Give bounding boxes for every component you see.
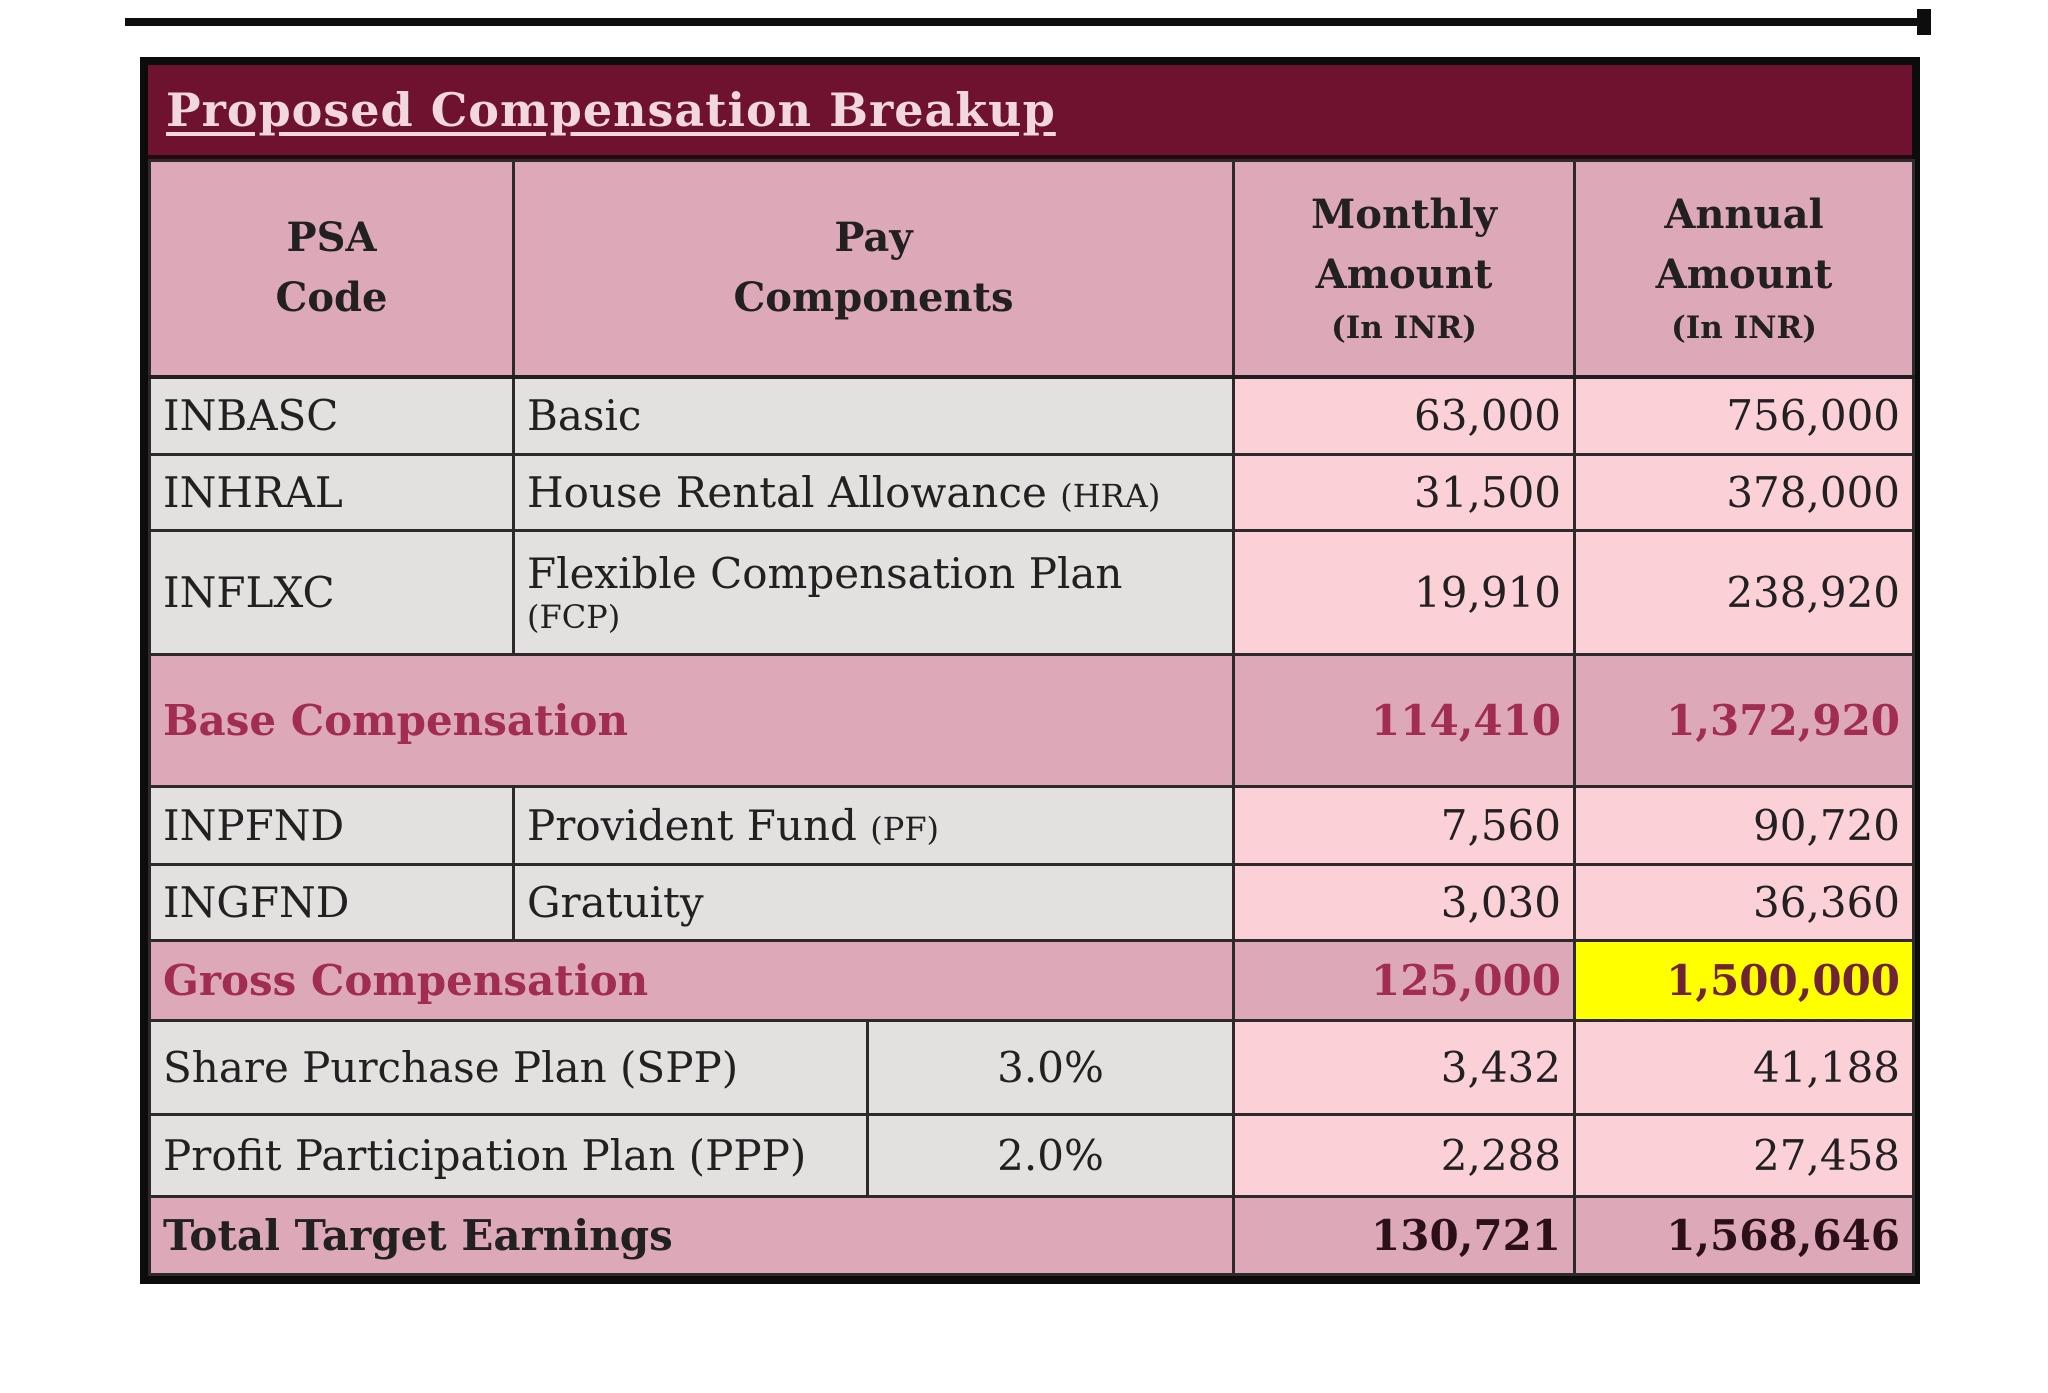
- cell-base-monthly: 114,410: [1234, 655, 1575, 787]
- header-psa-line2: Code: [275, 274, 388, 322]
- component-name: Flexible Compensation Plan: [527, 549, 1123, 598]
- cell-code-ingfnd: INGFND: [150, 865, 514, 941]
- header-annual-amount: [1575, 161, 1914, 377]
- cell-monthly-fcp: 19,910: [1234, 531, 1575, 655]
- component-name-suffix: (HRA): [1060, 477, 1161, 515]
- cell-monthly-ppp: 2,288: [1234, 1115, 1575, 1197]
- component-name-suffix: (FCP): [527, 598, 621, 636]
- cell-name-spp: Share Purchase Plan (SPP): [150, 1021, 868, 1115]
- cell-annual-fcp: 238,920: [1575, 531, 1914, 655]
- header-monthly-unit: (In INR): [1331, 310, 1477, 346]
- compensation-table: [140, 57, 1920, 1284]
- row-gratuity: [150, 865, 1914, 941]
- component-name: Provident Fund: [527, 801, 857, 850]
- cell-annual-spp: 41,188: [1575, 1021, 1914, 1115]
- compensation-breakup-table: [148, 159, 1915, 1276]
- cell-total-annual: 1,568,646: [1575, 1197, 1914, 1275]
- header-psa-line1: PSA: [286, 214, 377, 262]
- cell-percent-ppp: 2.0%: [868, 1115, 1234, 1197]
- cell-monthly-hra: 31,500: [1234, 455, 1575, 531]
- row-gross-compensation: [150, 941, 1914, 1021]
- header-monthly-line2: Amount: [1315, 251, 1493, 298]
- cell-code-inpfnd: INPFND: [150, 787, 514, 865]
- row-total-target-earnings: [150, 1197, 1914, 1275]
- cell-annual-gratuity: 36,360: [1575, 865, 1914, 941]
- header-monthly-line1: Monthly: [1310, 191, 1498, 238]
- component-name: Basic: [527, 391, 642, 441]
- row-pf: [150, 787, 1914, 865]
- cell-gross-annual-highlighted: 1,500,000: [1575, 941, 1914, 1021]
- cell-total-label: Total Target Earnings: [150, 1197, 1234, 1275]
- cell-name-basic: [514, 377, 1234, 455]
- header-monthly-amount: [1234, 161, 1575, 377]
- cell-total-monthly: 130,721: [1234, 1197, 1575, 1275]
- cell-percent-spp: 3.0%: [868, 1021, 1234, 1115]
- row-basic: [150, 377, 1914, 455]
- table-header-row: [150, 161, 1914, 377]
- header-annual-line1: Annual: [1664, 191, 1824, 238]
- cell-base-label: Base Compensation: [150, 655, 1234, 787]
- header-psa-code: [150, 161, 514, 377]
- row-fcp: [150, 531, 1914, 655]
- component-name: Gratuity: [527, 878, 704, 927]
- cell-name-hra: [514, 455, 1234, 531]
- row-hra: [150, 455, 1914, 531]
- header-annual-line2: Amount: [1655, 251, 1833, 298]
- cell-annual-basic: 756,000: [1575, 377, 1914, 455]
- table-title-bar: [148, 65, 1912, 159]
- top-rule-end-tick: [1917, 9, 1931, 35]
- cell-code-inflxc: INFLXC: [150, 531, 514, 655]
- header-pay-line2: Components: [733, 274, 1014, 322]
- cell-name-ppp: Profit Participation Plan (PPP): [150, 1115, 868, 1197]
- cell-code-inhral: INHRAL: [150, 455, 514, 531]
- cell-name-pf: [514, 787, 1234, 865]
- cell-gross-monthly: 125,000: [1234, 941, 1575, 1021]
- cell-monthly-basic: 63,000: [1234, 377, 1575, 455]
- component-name-suffix: (PF): [870, 810, 939, 848]
- cell-base-annual: 1,372,920: [1575, 655, 1914, 787]
- row-spp: [150, 1021, 1914, 1115]
- cell-code-inbasc: INBASC: [150, 377, 514, 455]
- cell-monthly-spp: 3,432: [1234, 1021, 1575, 1115]
- cell-annual-hra: 378,000: [1575, 455, 1914, 531]
- cell-annual-ppp: 27,458: [1575, 1115, 1914, 1197]
- cell-name-gratuity: [514, 865, 1234, 941]
- header-pay-components: [514, 161, 1234, 377]
- cell-monthly-pf: 7,560: [1234, 787, 1575, 865]
- top-horizontal-rule: [125, 18, 1931, 26]
- component-name: House Rental Allowance: [527, 468, 1047, 517]
- row-ppp: [150, 1115, 1914, 1197]
- cell-name-fcp: [514, 531, 1234, 655]
- cell-monthly-gratuity: 3,030: [1234, 865, 1575, 941]
- table-title: Proposed Compensation Breakup: [166, 83, 1056, 137]
- cell-gross-label: Gross Compensation: [150, 941, 1234, 1021]
- header-annual-unit: (In INR): [1671, 310, 1817, 346]
- header-pay-line1: Pay: [834, 214, 913, 262]
- cell-annual-pf: 90,720: [1575, 787, 1914, 865]
- row-base-compensation: [150, 655, 1914, 787]
